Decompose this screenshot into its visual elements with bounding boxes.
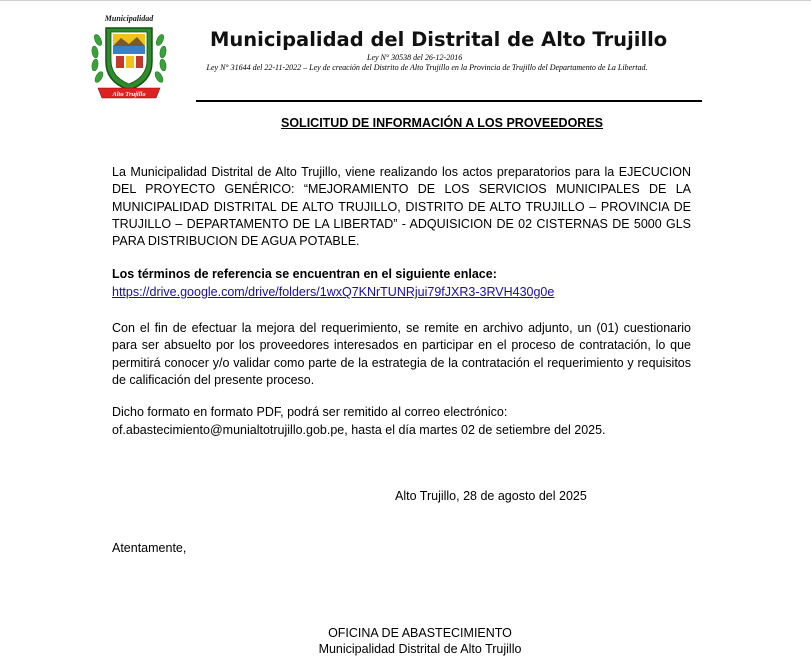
- format-line-2: of.abastecimiento@munialtotrujillo.gob.pe, hasta el día martes 02 de setiembre del 2025.: [112, 423, 606, 437]
- terms-link[interactable]: https://drive.google.com/drive/folders/1wxQ7KNrTUNRjui79fJXR3-3RVH430g0e: [112, 285, 555, 299]
- law-reference-2: Ley N° 31644 del 22-11-2022 – Ley de creación del Distrito de Alto Trujillo en la Provincia de Trujillo del Departamento de La Libertad.: [206, 63, 648, 72]
- page-top-border: [0, 0, 811, 1]
- signature-entity: Municipalidad Distrital de Alto Trujillo: [318, 642, 522, 656]
- signature-office: OFICINA DE ABASTECIMIENTO: [328, 626, 512, 640]
- terms-label: Los términos de referencia se encuentran en el siguiente enlace:: [112, 267, 497, 281]
- svg-text:Alto Trujillo: Alto Trujillo: [112, 91, 146, 98]
- closing-text: Atentamente,: [112, 541, 187, 555]
- municipal-logo: [88, 10, 170, 104]
- format-line-1: Dicho formato en formato PDF, podrá ser remitido al correo electrónico:: [112, 405, 508, 419]
- intro-paragraph: La Municipalidad Distrital de Alto Trujillo, viene realizando los actos preparatorios para la EJECUCION DEL PROYECTO GENÉRICO: “MEJORAMIENTO DE LOS SERVICIOS MUNICIPALES DE LA MUNICIPALIDAD DISTRITAL DE ALTO TRUJILLO, DISTRITO DE ALTO TRUJILLO – PROVINCIA DE TRUJILLO – DEPARTAMENTO DE LA LIBERTAD” - ADQUISICION DE 02 CISTERNAS DE 5000 GLS PARA DISTRIBUCION DE AGUA POTABLE.: [112, 165, 691, 249]
- law-reference-1: Ley N° 30538 del 26-12-2016: [367, 53, 463, 62]
- svg-text:Municipalidad: Municipalidad: [104, 14, 154, 23]
- header-divider: [196, 100, 702, 102]
- page-title: Municipalidad del Distrital de Alto Trujillo: [210, 28, 668, 51]
- document-heading: SOLICITUD DE INFORMACIÓN A LOS PROVEEDORES: [281, 116, 604, 130]
- questionnaire-paragraph: Con el fin de efectuar la mejora del requerimiento, se remite en archivo adjunto, un (01) cuestionario para ser absuelto por los proveedores interesados en participar en el proceso de contratación, lo que permitirá conocer y/o validar como parte de la estrategia de la contratación el requerimiento y requisitos de calificación del presente proceso.: [112, 321, 691, 387]
- date-line: Alto Trujillo, 28 de agosto del 2025: [395, 489, 587, 503]
